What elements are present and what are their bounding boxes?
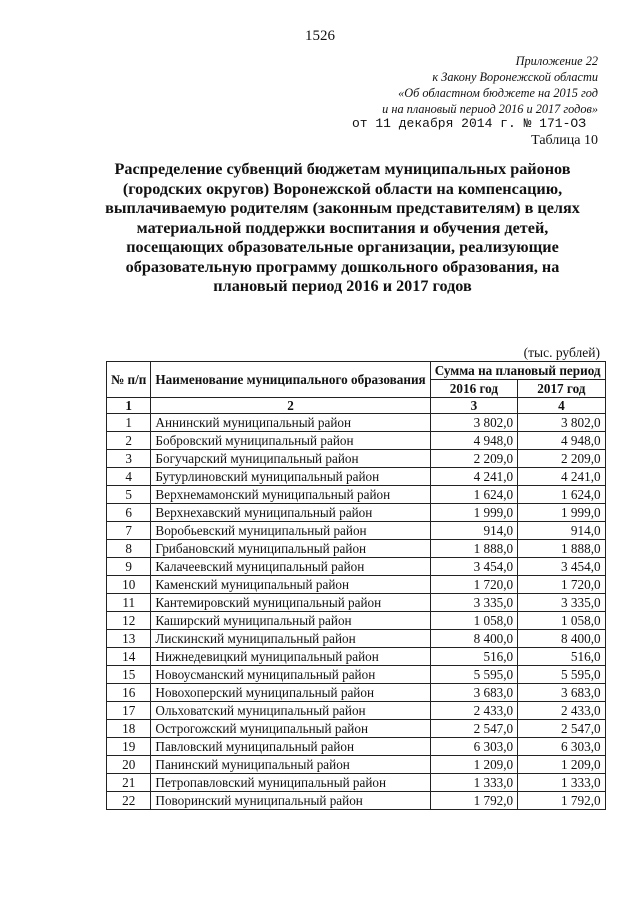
district-name-cell: Кантемировский муниципальный район [151, 594, 430, 612]
appendix-line: к Закону Воронежской области [432, 70, 598, 84]
amount-2017-cell: 3 454,0 [518, 558, 605, 576]
amount-2017-cell: 914,0 [518, 522, 605, 540]
row-number-cell: 2 [107, 432, 151, 450]
amount-2016-cell: 2 433,0 [430, 702, 517, 720]
amount-2016-cell: 3 683,0 [430, 684, 517, 702]
amount-2016-cell: 2 209,0 [430, 450, 517, 468]
amount-2017-cell: 6 303,0 [518, 738, 605, 756]
index-cell: 4 [518, 398, 605, 414]
amount-2016-cell: 1 624,0 [430, 486, 517, 504]
amount-2017-cell: 5 595,0 [518, 666, 605, 684]
row-number-cell: 11 [107, 594, 151, 612]
amount-2017-cell: 3 335,0 [518, 594, 605, 612]
row-number-cell: 18 [107, 720, 151, 738]
row-number-cell: 17 [107, 702, 151, 720]
amount-2016-cell: 4 948,0 [430, 432, 517, 450]
header-year-2016: 2016 год [430, 380, 517, 398]
row-number-cell: 8 [107, 540, 151, 558]
amount-2017-cell: 4 948,0 [518, 432, 605, 450]
table-row [107, 522, 606, 540]
header-name: Наименование муниципального образования [151, 362, 430, 398]
district-name-cell: Ольховатский муниципальный район [151, 702, 430, 720]
appendix-line: Приложение 22 [515, 54, 598, 68]
amount-2016-cell: 6 303,0 [430, 738, 517, 756]
table-row [107, 774, 606, 792]
table-row [107, 666, 606, 684]
amount-2017-cell: 3 802,0 [518, 414, 605, 432]
district-name-cell: Лискинский муниципальный район [151, 630, 430, 648]
table-row [107, 468, 606, 486]
amount-2016-cell: 3 802,0 [430, 414, 517, 432]
amount-2016-cell: 1 999,0 [430, 504, 517, 522]
amount-2016-cell: 8 400,0 [430, 630, 517, 648]
amount-2016-cell: 1 209,0 [430, 756, 517, 774]
amount-2017-cell: 2 433,0 [518, 702, 605, 720]
row-number-cell: 9 [107, 558, 151, 576]
amount-2017-cell: 1 999,0 [518, 504, 605, 522]
amount-2016-cell: 4 241,0 [430, 468, 517, 486]
row-number-cell: 4 [107, 468, 151, 486]
subsidy-table [106, 361, 606, 810]
district-name-cell: Павловский муниципальный район [151, 738, 430, 756]
table-row [107, 648, 606, 666]
district-name-cell: Калачеевский муниципальный район [151, 558, 430, 576]
row-number-cell: 12 [107, 612, 151, 630]
table-row [107, 540, 606, 558]
amount-2017-cell: 1 720,0 [518, 576, 605, 594]
units-label: (тыс. рублей) [523, 345, 600, 360]
index-cell: 3 [430, 398, 517, 414]
index-row [107, 398, 606, 414]
index-cell: 2 [151, 398, 430, 414]
district-name-cell: Новохоперский муниципальный район [151, 684, 430, 702]
row-number-cell: 21 [107, 774, 151, 792]
table-row [107, 486, 606, 504]
amount-2016-cell: 914,0 [430, 522, 517, 540]
header-sum: Сумма на плановый период [430, 362, 605, 380]
table-row [107, 504, 606, 522]
appendix-line: и на плановый период 2016 и 2017 годов» [382, 102, 598, 116]
table-row [107, 792, 606, 810]
table-row [107, 414, 606, 432]
table-row [107, 630, 606, 648]
row-number-cell: 13 [107, 630, 151, 648]
header-number: № п/п [107, 362, 151, 398]
row-number-cell: 7 [107, 522, 151, 540]
amount-2017-cell: 1 792,0 [518, 792, 605, 810]
row-number-cell: 19 [107, 738, 151, 756]
district-name-cell: Аннинский муниципальный район [151, 414, 430, 432]
district-name-cell: Бутурлиновский муниципальный район [151, 468, 430, 486]
district-name-cell: Верхнехавский муниципальный район [151, 504, 430, 522]
amount-2016-cell: 2 547,0 [430, 720, 517, 738]
amount-2016-cell: 3 335,0 [430, 594, 517, 612]
header-year-2017: 2017 год [518, 380, 605, 398]
amount-2017-cell: 1 888,0 [518, 540, 605, 558]
table-row [107, 594, 606, 612]
amount-2016-cell: 1 058,0 [430, 612, 517, 630]
row-number-cell: 16 [107, 684, 151, 702]
row-number-cell: 20 [107, 756, 151, 774]
row-number-cell: 22 [107, 792, 151, 810]
table-row [107, 684, 606, 702]
amount-2016-cell: 5 595,0 [430, 666, 517, 684]
row-number-cell: 5 [107, 486, 151, 504]
district-name-cell: Воробьевский муниципальный район [151, 522, 430, 540]
amount-2017-cell: 1 624,0 [518, 486, 605, 504]
table-row [107, 450, 606, 468]
table-row [107, 756, 606, 774]
district-name-cell: Петропавловский муниципальный район [151, 774, 430, 792]
amount-2016-cell: 516,0 [430, 648, 517, 666]
district-name-cell: Богучарский муниципальный район [151, 450, 430, 468]
amount-2016-cell: 1 888,0 [430, 540, 517, 558]
appendix-reference [382, 53, 598, 117]
amount-2017-cell: 2 209,0 [518, 450, 605, 468]
district-name-cell: Верхнемамонский муниципальный район [151, 486, 430, 504]
amount-2017-cell: 8 400,0 [518, 630, 605, 648]
table-row [107, 720, 606, 738]
table-row [107, 576, 606, 594]
district-name-cell: Поворинский муниципальный район [151, 792, 430, 810]
table-row [107, 738, 606, 756]
amount-2016-cell: 1 792,0 [430, 792, 517, 810]
district-name-cell: Бобровский муниципальный район [151, 432, 430, 450]
row-number-cell: 3 [107, 450, 151, 468]
district-name-cell: Каменский муниципальный район [151, 576, 430, 594]
district-name-cell: Грибановский муниципальный район [151, 540, 430, 558]
table-row [107, 432, 606, 450]
table-row [107, 558, 606, 576]
appendix-line: «Об областном бюджете на 2015 год [398, 86, 598, 100]
amount-2017-cell: 4 241,0 [518, 468, 605, 486]
row-number-cell: 14 [107, 648, 151, 666]
amount-2017-cell: 1 209,0 [518, 756, 605, 774]
row-number-cell: 15 [107, 666, 151, 684]
amount-2017-cell: 516,0 [518, 648, 605, 666]
district-name-cell: Новоусманский муниципальный район [151, 666, 430, 684]
amount-2016-cell: 1 333,0 [430, 774, 517, 792]
district-name-cell: Каширский муниципальный район [151, 612, 430, 630]
district-name-cell: Панинский муниципальный район [151, 756, 430, 774]
amount-2017-cell: 1 058,0 [518, 612, 605, 630]
row-number-cell: 1 [107, 414, 151, 432]
amount-2016-cell: 3 454,0 [430, 558, 517, 576]
decree-date-number: от 11 декабря 2014 г. № 171-ОЗ [351, 116, 586, 131]
table-label: Таблица 10 [531, 133, 598, 148]
district-name-cell: Острогожский муниципальный район [151, 720, 430, 738]
table-row [107, 612, 606, 630]
document-title: Распределение субвенций бюджетам муниципальных районов (городских округов) Воронежской области на компенсацию, выплачиваемую родителям (законным представителям) в целях материальной поддержки воспитания и обучения детей, посещающих образовательные организации, реализующие образовательную программу дошкольного образования, на плановый период 2016 и 2017 годов [105, 160, 580, 295]
amount-2017-cell: 3 683,0 [518, 684, 605, 702]
amount-2017-cell: 2 547,0 [518, 720, 605, 738]
table-row [107, 702, 606, 720]
index-cell: 1 [107, 398, 151, 414]
page-number: 1526 [305, 28, 335, 44]
amount-2017-cell: 1 333,0 [518, 774, 605, 792]
amount-2016-cell: 1 720,0 [430, 576, 517, 594]
row-number-cell: 6 [107, 504, 151, 522]
district-name-cell: Нижнедевицкий муниципальный район [151, 648, 430, 666]
row-number-cell: 10 [107, 576, 151, 594]
